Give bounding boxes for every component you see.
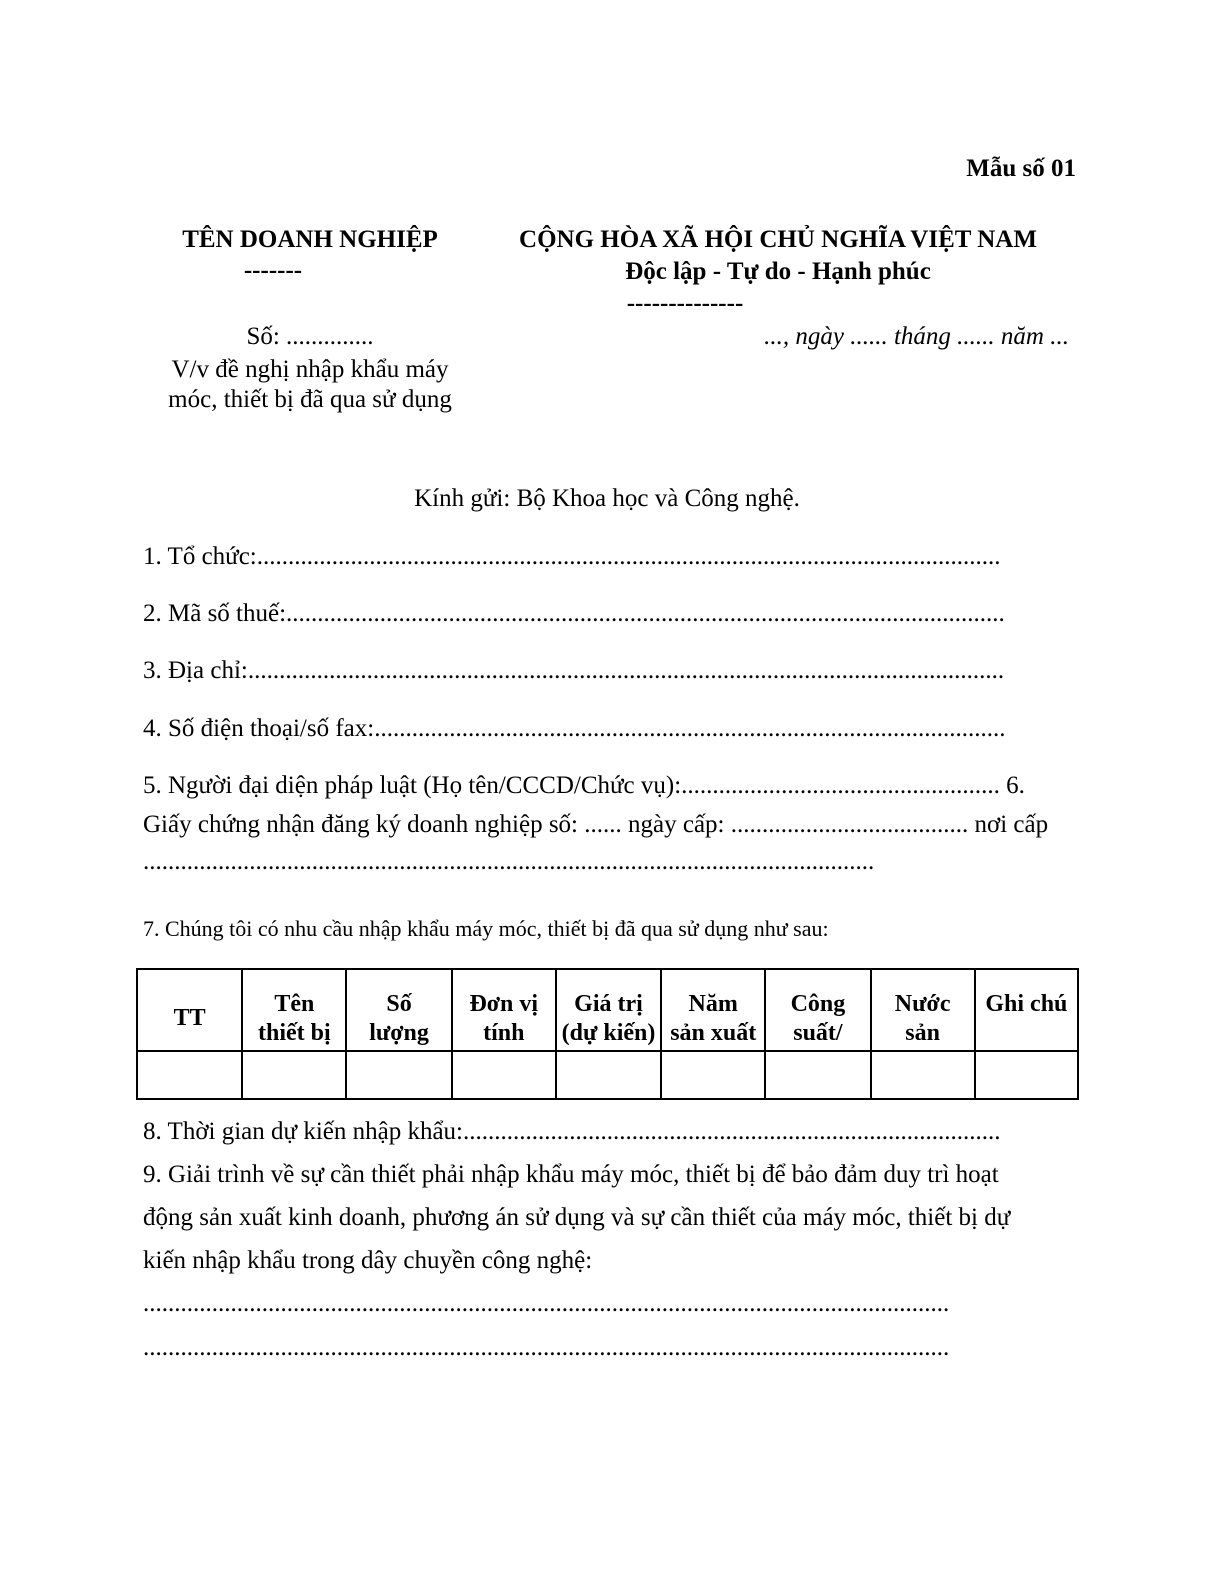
table-cell[interactable] bbox=[137, 1051, 242, 1099]
field-import-need: 7. Chúng tôi có nhu cầu nhập khẩu máy móc, thiết bị đã qua sử dụng như sau: bbox=[143, 916, 829, 941]
form-number: Mẫu số 01 bbox=[966, 155, 1076, 182]
header-label: Giá trị bbox=[574, 991, 643, 1017]
header-label: (dự kiến) bbox=[561, 1020, 656, 1046]
header-label: TT bbox=[173, 1005, 206, 1031]
org-name: TÊN DOANH NGHIỆP bbox=[182, 226, 438, 253]
header-label: tính bbox=[483, 1020, 525, 1046]
field-justification: 9. Giải trình về sự cần thiết phải nhập khẩu máy móc, thiết bị để bảo đảm duy trì hoạt bbox=[143, 1161, 999, 1188]
header-label: Công bbox=[790, 991, 846, 1017]
header-label: Tên bbox=[274, 991, 315, 1017]
header-tt bbox=[137, 969, 242, 1051]
field-business-certificate: Giấy chứng nhận đăng ký doanh nghiệp số: ...... ngày cấp: ...................................... nơi cấp bbox=[143, 811, 1049, 838]
table-cell[interactable] bbox=[452, 1051, 556, 1099]
table-cell[interactable] bbox=[765, 1051, 870, 1099]
table-cell[interactable] bbox=[661, 1051, 765, 1099]
field-import-time: 8. Thời gian dự kiến nhập khẩu:...................................................................................... bbox=[143, 1118, 1001, 1145]
date-line: ..., ngày ...... tháng ...... năm ... bbox=[764, 323, 1069, 350]
header-quantity bbox=[346, 969, 451, 1051]
field-legal-representative: 5. Người đại diện pháp luật (Họ tên/CCCD/Chức vụ):................................................... 6. bbox=[143, 772, 1025, 799]
field-tax-code: 2. Mã số thuế:................................................................................................................... bbox=[143, 600, 1005, 627]
header-label: Năm bbox=[688, 991, 738, 1017]
table-row bbox=[137, 1051, 1078, 1099]
field-organization: 1. Tổ chức:....................................................................................................................... bbox=[143, 543, 1001, 570]
header-capacity bbox=[765, 969, 870, 1051]
header-production-year bbox=[661, 969, 765, 1051]
header-origin-country bbox=[871, 969, 975, 1051]
header-label: lượng bbox=[369, 1020, 429, 1046]
national-motto: Độc lập - Tự do - Hạnh phúc bbox=[625, 258, 931, 285]
table-cell[interactable] bbox=[346, 1051, 451, 1099]
table-cell[interactable] bbox=[242, 1051, 346, 1099]
header-label: suất/ bbox=[793, 1020, 843, 1046]
subject-line: V/v đề nghị nhập khẩu máy bbox=[171, 356, 449, 383]
header-label: Đơn vị bbox=[469, 991, 539, 1017]
header-note bbox=[975, 969, 1078, 1051]
field-phone-fax: 4. Số điện thoại/số fax:..................................................................................................... bbox=[143, 715, 1006, 742]
table-cell[interactable] bbox=[975, 1051, 1078, 1099]
header-label: sản bbox=[905, 1020, 940, 1046]
field-address: 3. Địa chỉ:......................................................................................................................... bbox=[143, 657, 1005, 684]
subject-line: móc, thiết bị đã qua sử dụng bbox=[168, 386, 452, 413]
field-issue-place: ..................................................................................................................... bbox=[143, 848, 875, 875]
header-label: Số bbox=[386, 991, 412, 1017]
header-unit bbox=[452, 969, 556, 1051]
table-cell[interactable] bbox=[871, 1051, 975, 1099]
equipment-table bbox=[136, 968, 1079, 1100]
header-value bbox=[556, 969, 661, 1051]
country-name: CỘNG HÒA XÃ HỘI CHỦ NGHĨA VIỆT NAM bbox=[519, 226, 1037, 253]
motto-divider: -------------- bbox=[626, 290, 744, 317]
org-divider: ------- bbox=[243, 257, 303, 284]
header-label: thiết bị bbox=[257, 1020, 331, 1046]
field-justification: kiến nhập khẩu trong dây chuyền công nghệ: bbox=[143, 1247, 593, 1274]
blank-dotted-line: ................................................................................................................................. bbox=[143, 1334, 950, 1361]
table-cell[interactable] bbox=[556, 1051, 661, 1099]
blank-dotted-line: ................................................................................................................................. bbox=[143, 1290, 950, 1317]
field-justification: động sản xuất kinh doanh, phương án sử dụng và sự cần thiết của máy móc, thiết bị dự bbox=[143, 1204, 1011, 1231]
header-label: Ghi chú bbox=[985, 991, 1068, 1017]
table-header-row bbox=[137, 969, 1078, 1051]
header-device-name bbox=[242, 969, 346, 1051]
document-number: Số: .............. bbox=[246, 323, 374, 350]
header-label: Nước bbox=[894, 991, 951, 1017]
header-label: sản xuất bbox=[670, 1020, 757, 1046]
recipient-line: Kính gửi: Bộ Khoa học và Công nghệ. bbox=[414, 485, 800, 512]
